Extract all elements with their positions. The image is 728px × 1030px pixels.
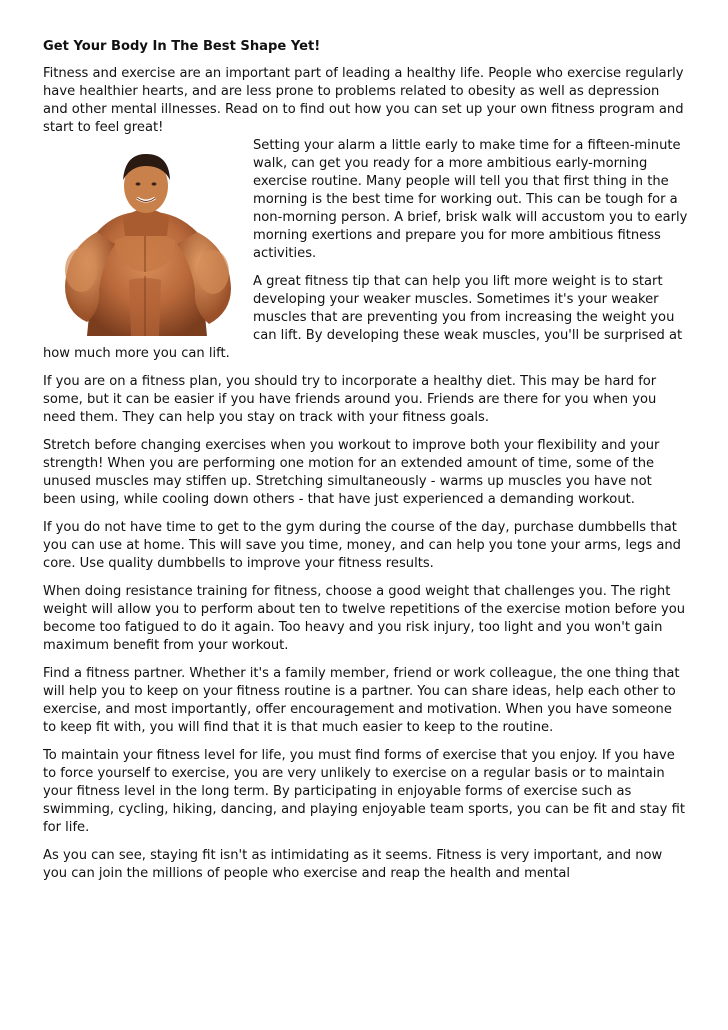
document-page [43,34,688,893]
paragraph-1: Setting your alarm a little early to make time for a fifteen-minute walk, can get you ready for a more ambitious early-morning exercise routine. Many people will tell you that first thing in the morning is the best time for working out. This can be tough for a non-morning person. A brief, brisk walk will accustom you to early morning exertions and prepare you for more ambitious fitness activities. [253,138,688,261]
paragraph-9: As you can see, staying fit isn't as intimidating as it seems. Fitness is very important, and now you can join the millions of people who exercise and reap the health and mental [43,848,663,881]
paragraph-4: Stretch before changing exercises when you workout to improve both your flexibility and your strength! When you are performing one motion for an extended amount of time, some of the unused muscles may stiffen up. Stretching simultaneously - warms up muscles you have not been using, while cooling down others - that have just experienced a demanding workout. [43,438,660,507]
bodybuilder-photo [57,140,235,336]
document-title: Get Your Body In The Best Shape Yet! [43,39,321,54]
paragraph-6: When doing resistance training for fitness, choose a good weight that challenges you. The right weight will allow you to perform about ten to twelve repetitions of the exercise motion before you become too fatigued to do it again. Too heavy and you risk injury, too light and you won't gain maximum benefit from your workout. [43,584,686,653]
paragraph-2: A great fitness tip that can help you lift more weight is to start developing your weaker muscles. Sometimes it's your weaker muscles that are preventing you from increasing the weight you can lift. By developing these weak muscles, you'll be surprised at how much more you can lift. [43,274,683,361]
intro-paragraph: Fitness and exercise are an important part of leading a healthy life. People who exercise regularly have healthier hearts, and are less prone to problems related to obesity as well as depression and other mental illnesses. Read on to find out how you can set up your own fitness program and start to feel great! [43,66,684,135]
paragraph-5: If you do not have time to get to the gym during the course of the day, purchase dumbbells that you can use at home. This will save you time, money, and can help you tone your arms, legs and core. Use quality dumbbells to improve your fitness results. [43,520,681,571]
photo-bodybuilder-icon [57,140,235,336]
paragraph-8: To maintain your fitness level for life, you must find forms of exercise that you enjoy. If you have to force yourself to exercise, you are very unlikely to exercise on a regular basis or to maintain your fitness level in the long term. By participating in enjoyable forms of exercise such as swimming, cycling, hiking, dancing, and playing enjoyable team sports, you can be fit and stay fit for life. [43,748,685,835]
paragraph-3: If you are on a fitness plan, you should try to incorporate a healthy diet. This may be hard for some, but it can be easier if you have friends around you. Friends are there for you when you need them. They can help you stay on track with your fitness goals. [43,374,657,425]
paragraph-7: Find a fitness partner. Whether it's a family member, friend or work colleague, the one thing that will help you to keep on your fitness routine is a partner. You can share ideas, help each other to exercise, and most importantly, offer encouragement and motivation. When you have someone to keep fit with, you will find that it is that much easier to keep to the routine. [43,666,680,735]
